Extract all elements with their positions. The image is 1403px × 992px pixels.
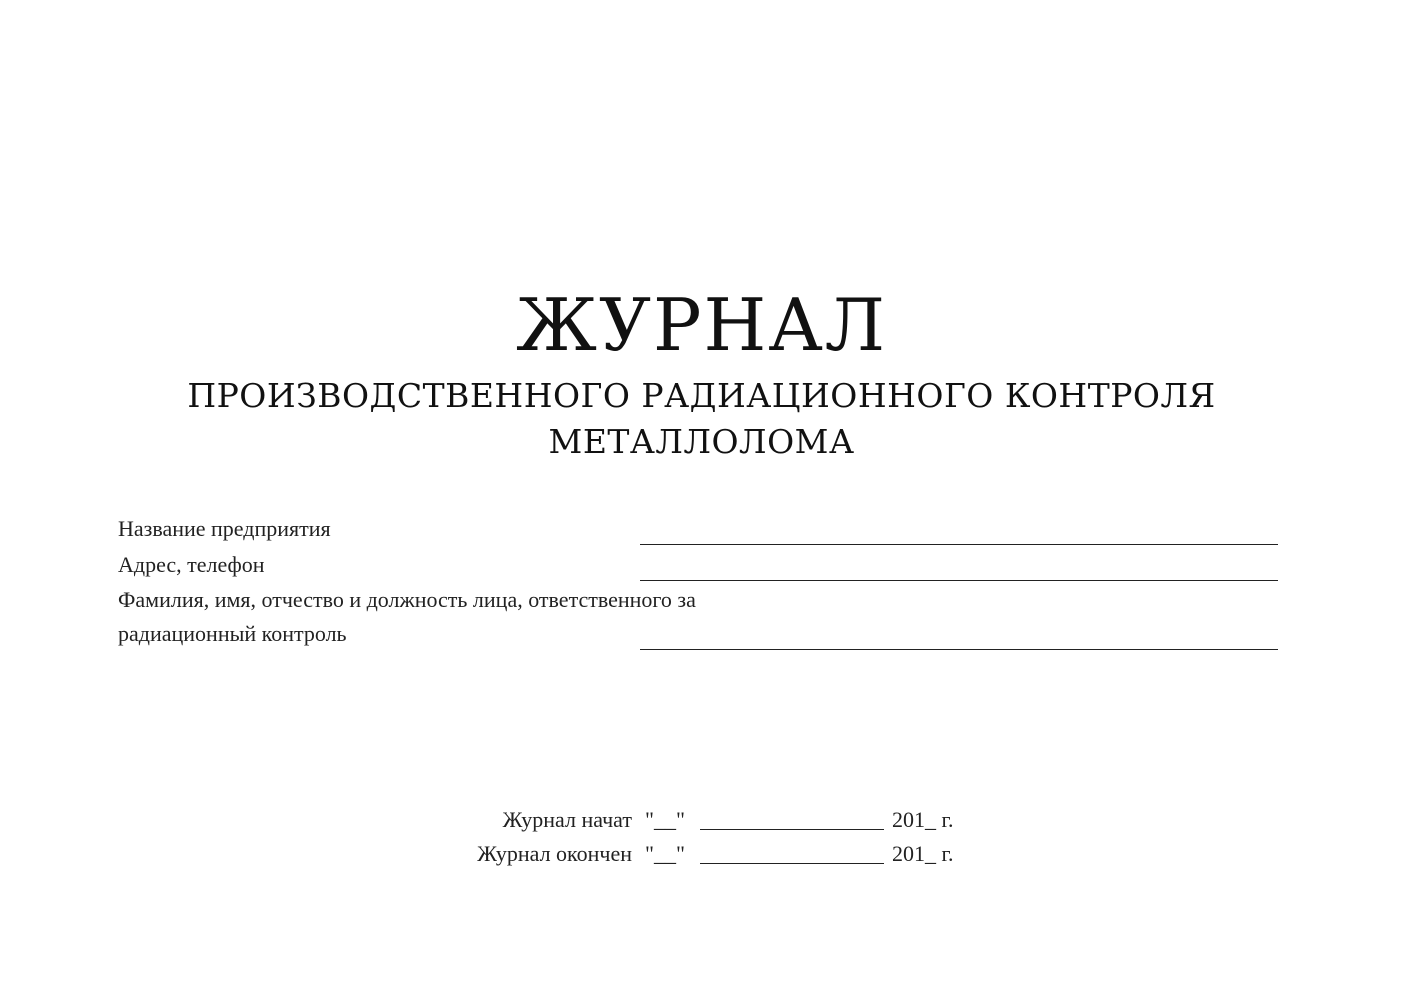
- address-phone-field[interactable]: [640, 580, 1278, 581]
- responsible-person-label-line2: радиационный контроль: [118, 621, 347, 646]
- journal-finished-row: [0, 838, 1403, 870]
- responsible-person-field[interactable]: [640, 649, 1278, 650]
- journal-subtitle-line2: МЕТАЛЛОЛОМА: [548, 422, 855, 461]
- address-phone-label: Адрес, телефон: [118, 552, 265, 577]
- journal-started-row: [0, 804, 1403, 836]
- journal-started-label: Журнал начат: [502, 807, 632, 832]
- journal-started-month-field[interactable]: [700, 829, 884, 830]
- journal-started-year[interactable]: 201_ г.: [892, 807, 954, 832]
- company-name-field[interactable]: [640, 544, 1278, 545]
- journal-finished-year[interactable]: 201_ г.: [892, 841, 954, 866]
- company-name-label: Название предприятия: [118, 516, 331, 541]
- journal-title: ЖУРНАЛ: [516, 283, 887, 367]
- responsible-person-label-line1: Фамилия, имя, отчество и должность лица, ответственного за: [118, 587, 696, 612]
- journal-started-day[interactable]: "__": [645, 807, 685, 832]
- journal-finished-day[interactable]: "__": [645, 841, 685, 866]
- journal-finished-month-field[interactable]: [700, 863, 884, 864]
- journal-subtitle-line1: ПРОИЗВОДСТВЕННОГО РАДИАЦИОННОГО КОНТРОЛЯ: [187, 376, 1216, 415]
- journal-finished-label: Журнал окончен: [477, 841, 632, 866]
